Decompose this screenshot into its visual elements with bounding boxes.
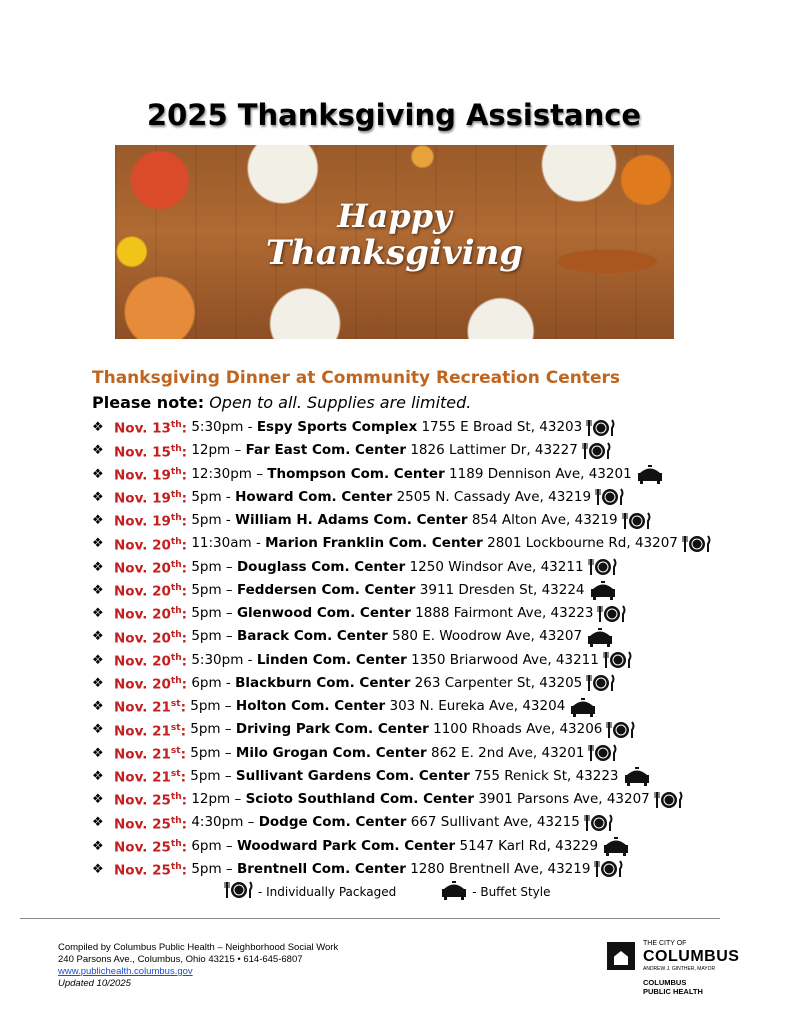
event-date: Nov. 21st: <box>114 699 186 716</box>
diamond-bullet-icon: ❖ <box>92 466 104 482</box>
event-separator: - <box>225 488 231 505</box>
event-venue: Brentnell Com. Center <box>236 860 406 877</box>
legend <box>220 880 591 903</box>
event-separator: - <box>247 651 253 668</box>
event-time: 5pm <box>191 512 222 529</box>
individually-packaged-icon <box>586 418 616 438</box>
diamond-bullet-icon: ❖ <box>92 768 104 784</box>
event-venue: Driving Park Com. Center <box>235 721 429 738</box>
event-address: 1250 Windsor Ave, 43211 <box>409 558 584 575</box>
event-separator: – <box>234 442 242 459</box>
event-time: 4:30pm <box>191 814 244 831</box>
buffet-style-icon <box>623 766 651 786</box>
event-venue: Blackburn Com. Center <box>235 674 411 691</box>
event-separator: – <box>225 581 233 598</box>
event-address: 1100 Rhoads Ave, 43206 <box>433 721 603 738</box>
buffet-style-icon <box>569 697 597 717</box>
buffet-style-icon <box>602 836 630 856</box>
event-address: 580 E. Woodrow Ave, 43207 <box>392 628 583 645</box>
event-separator: - <box>247 419 253 436</box>
legend-item-packaged <box>220 880 396 903</box>
event-time: 5pm <box>190 721 221 738</box>
event-separator: - <box>225 512 231 529</box>
event-item <box>92 509 732 532</box>
logo-cph-line2: PUBLIC HEALTH <box>643 987 703 996</box>
city-skyline-icon <box>607 942 635 970</box>
event-venue: Barack Com. Center <box>236 628 388 645</box>
event-address: 2505 N. Cassady Ave, 43219 <box>396 488 592 505</box>
diamond-bullet-icon: ❖ <box>92 699 104 715</box>
event-address: 755 Renick St, 43223 <box>474 767 619 784</box>
event-address: 303 N. Eureka Ave, 43204 <box>389 698 566 715</box>
banner-text-happy: Happy <box>337 197 452 235</box>
individually-packaged-icon <box>597 604 627 624</box>
individually-packaged-icon <box>682 534 712 554</box>
event-separator: – <box>247 814 255 831</box>
legend-packaged-label: - Individually Packaged <box>258 884 397 899</box>
event-item <box>92 672 732 695</box>
note-text: Open to all. Supplies are limited. <box>209 393 472 412</box>
diamond-bullet-icon: ❖ <box>92 443 104 459</box>
event-time: 12pm <box>191 442 231 459</box>
event-separator: – <box>224 767 232 784</box>
event-item <box>92 835 732 858</box>
event-address: 1755 E Broad St, 43203 <box>421 419 583 436</box>
event-separator: – <box>224 721 232 738</box>
legend-item-buffet <box>436 880 550 903</box>
columbus-public-health-logo <box>607 940 747 1000</box>
event-separator: – <box>256 465 263 482</box>
diamond-bullet-icon: ❖ <box>92 792 104 808</box>
diamond-bullet-icon: ❖ <box>92 629 104 645</box>
event-address: 1280 Brentnell Ave, 43219 <box>410 860 591 877</box>
event-venue: Linden Com. Center <box>256 651 407 668</box>
event-item <box>92 439 732 462</box>
note-label: Please note: <box>92 393 205 412</box>
event-venue: Thompson Com. Center <box>267 465 445 482</box>
event-date: Nov. 20th: <box>114 676 188 693</box>
diamond-bullet-icon: ❖ <box>92 582 104 598</box>
event-venue: Scioto Southland Com. Center <box>245 791 475 808</box>
event-item <box>92 695 732 718</box>
event-venue: Sullivant Gardens Com. Center <box>235 767 470 784</box>
logo-city-of: THE CITY OF <box>643 940 687 947</box>
event-separator: - <box>225 674 231 691</box>
individually-packaged-icon <box>622 511 652 531</box>
event-address: 2801 Lockbourne Rd, 43207 <box>487 535 678 552</box>
diamond-bullet-icon: ❖ <box>92 675 104 691</box>
individually-packaged-icon <box>654 790 684 810</box>
diamond-bullet-icon: ❖ <box>92 815 104 831</box>
event-venue: Milo Grogan Com. Center <box>235 744 427 761</box>
footer-address: 240 Parsons Ave., Columbus, Ohio 43215 • 614-645-6807 <box>58 954 303 965</box>
event-time: 6pm <box>191 837 222 854</box>
event-time: 5pm <box>190 767 221 784</box>
logo-cph-line1: COLUMBUS <box>643 978 687 987</box>
event-venue: Glenwood Com. Center <box>236 605 411 622</box>
event-date: Nov. 21st: <box>114 769 186 786</box>
page-title: 2025 Thanksgiving Assistance <box>146 98 642 132</box>
event-venue: Holton Com. Center <box>235 698 386 715</box>
buffet-style-icon <box>589 580 617 600</box>
diamond-bullet-icon: ❖ <box>92 489 104 505</box>
footer <box>58 942 338 990</box>
event-venue: Feddersen Com. Center <box>236 581 416 598</box>
event-item <box>92 602 732 625</box>
event-venue: Howard Com. Center <box>235 488 393 505</box>
event-time: 6pm <box>191 674 222 691</box>
note <box>92 393 471 412</box>
event-time: 5pm <box>191 581 222 598</box>
event-address: 862 E. 2nd Ave, 43201 <box>431 744 585 761</box>
event-date: Nov. 25th: <box>114 815 188 833</box>
diamond-bullet-icon: ❖ <box>92 559 104 575</box>
event-date: Nov. 25th: <box>114 862 188 879</box>
event-item <box>92 486 732 509</box>
event-separator: - <box>255 535 261 552</box>
individually-packaged-icon <box>603 650 633 670</box>
event-venue: William H. Adams Com. Center <box>235 512 468 529</box>
event-item <box>92 463 732 486</box>
event-item <box>92 858 732 881</box>
event-separator: – <box>225 628 233 645</box>
event-time: 5pm <box>191 628 222 645</box>
event-item <box>92 416 732 439</box>
diamond-bullet-icon: ❖ <box>92 536 104 552</box>
event-address: 854 Alton Ave, 43219 <box>471 512 618 529</box>
event-item <box>92 649 732 672</box>
event-separator: – <box>225 837 233 854</box>
footer-compiled-by: Compiled by Columbus Public Health – Neighborhood Social Work <box>58 942 339 953</box>
event-date: Nov. 25th: <box>114 792 188 809</box>
event-date: Nov. 21st: <box>114 745 186 763</box>
section-title: Thanksgiving Dinner at Community Recreation Centers <box>92 368 621 388</box>
buffet-style-icon <box>636 464 664 484</box>
event-separator: – <box>225 860 233 877</box>
event-time: 5:30pm <box>191 419 244 436</box>
event-address: 3901 Parsons Ave, 43207 <box>478 791 650 808</box>
event-separator: – <box>225 558 233 575</box>
footer-divider <box>20 918 720 919</box>
event-time: 12:30pm <box>191 465 252 482</box>
event-separator: – <box>225 605 233 622</box>
diamond-bullet-icon: ❖ <box>92 652 104 668</box>
event-date: Nov. 25th: <box>114 838 188 856</box>
event-item <box>92 788 732 811</box>
event-separator: – <box>224 744 232 761</box>
event-time: 5pm <box>191 488 222 505</box>
event-date: Nov. 19th: <box>114 466 188 484</box>
event-item <box>92 625 732 648</box>
event-time: 5pm <box>190 698 221 715</box>
event-item <box>92 811 732 834</box>
event-address: 5147 Karl Rd, 43229 <box>459 837 599 854</box>
diamond-bullet-icon: ❖ <box>92 606 104 622</box>
diamond-bullet-icon: ❖ <box>92 722 104 738</box>
event-time: 5pm <box>191 860 222 877</box>
event-date: Nov. 19th: <box>114 490 188 507</box>
event-separator: – <box>224 698 232 715</box>
individually-packaged-icon <box>588 557 618 577</box>
event-address: 1350 Briarwood Ave, 43211 <box>411 651 599 668</box>
event-date: Nov. 19th: <box>114 513 188 530</box>
event-address: 667 Sullivant Ave, 43215 <box>410 814 580 831</box>
event-item <box>92 579 732 602</box>
buffet-style-icon <box>586 627 614 647</box>
logo-columbus: COLUMBUS <box>643 948 740 965</box>
buffet-style-icon <box>440 880 468 903</box>
individually-packaged-icon <box>595 487 625 507</box>
event-list <box>92 416 732 881</box>
event-item <box>92 556 732 579</box>
event-time: 11:30am <box>191 535 252 552</box>
event-address: 3911 Dresden St, 43224 <box>419 581 585 598</box>
thanksgiving-banner-image <box>115 145 674 339</box>
event-item <box>92 765 732 788</box>
individually-packaged-icon <box>594 859 624 879</box>
event-item <box>92 742 732 765</box>
event-venue: Douglass Com. Center <box>236 558 406 575</box>
event-date: Nov. 20th: <box>114 652 188 670</box>
diamond-bullet-icon: ❖ <box>92 745 104 761</box>
logo-mayor: ANDREW J. GINTHER, MAYOR <box>643 966 716 972</box>
footer-updated: Updated 10/2025 <box>58 978 131 989</box>
event-time: 5:30pm <box>191 651 244 668</box>
event-item <box>92 718 732 741</box>
event-time: 5pm <box>190 744 221 761</box>
event-time: 5pm <box>191 558 222 575</box>
event-date: Nov. 20th: <box>114 583 188 600</box>
event-venue: Woodward Park Com. Center <box>236 837 456 854</box>
event-time: 5pm <box>191 605 222 622</box>
event-date: Nov. 15th: <box>114 443 188 461</box>
individually-packaged-icon <box>588 743 618 763</box>
event-venue: Espy Sports Complex <box>256 419 418 436</box>
event-venue: Marion Franklin Com. Center <box>265 535 483 552</box>
event-address: 1189 Dennison Ave, 43201 <box>449 465 632 482</box>
event-date: Nov. 13th: <box>114 420 188 437</box>
diamond-bullet-icon: ❖ <box>92 861 104 877</box>
individually-packaged-icon <box>584 813 614 833</box>
event-time: 12pm <box>191 791 231 808</box>
individually-packaged-icon <box>586 673 616 693</box>
event-address: 1888 Fairmont Ave, 43223 <box>415 605 594 622</box>
event-date: Nov. 20th: <box>114 629 188 647</box>
event-address: 263 Carpenter St, 43205 <box>414 674 583 691</box>
diamond-bullet-icon: ❖ <box>92 513 104 529</box>
footer-website-link[interactable]: www.publichealth.columbus.gov <box>58 966 193 977</box>
event-item <box>92 532 732 555</box>
individually-packaged-icon <box>582 441 612 461</box>
diamond-bullet-icon: ❖ <box>92 420 104 436</box>
event-date: Nov. 20th: <box>114 606 188 623</box>
event-date: Nov. 20th: <box>114 536 188 554</box>
individually-packaged-icon <box>224 880 254 903</box>
legend-buffet-label: - Buffet Style <box>472 884 551 899</box>
event-venue: Far East Com. Center <box>245 442 407 459</box>
event-date: Nov. 21st: <box>114 722 186 740</box>
diamond-bullet-icon: ❖ <box>92 838 104 854</box>
event-separator: – <box>234 791 242 808</box>
event-venue: Dodge Com. Center <box>258 814 407 831</box>
event-address: 1826 Lattimer Dr, 43227 <box>410 442 578 459</box>
individually-packaged-icon <box>606 720 636 740</box>
event-date: Nov. 20th: <box>114 559 188 577</box>
banner-text-thanksgiving: Thanksgiving <box>265 233 524 273</box>
